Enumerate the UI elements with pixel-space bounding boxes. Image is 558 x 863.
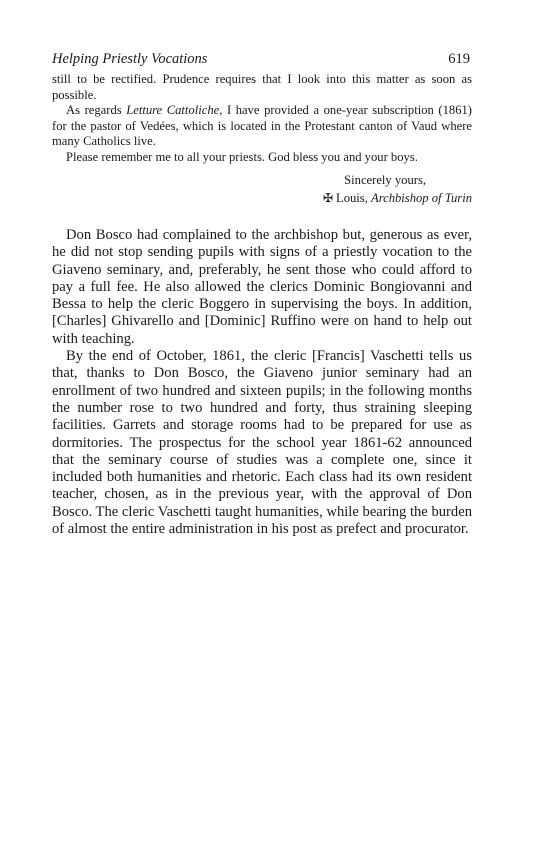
- letter-closing: [52, 171, 472, 207]
- running-header: [52, 50, 472, 68]
- body-paragraph: Don Bosco had complained to the archbishop but, generous as ever, he did not stop sending pupils with signs of a priestly vocation to the Giaveno seminary, and, preferably, he sent those who could afford to pay a full fee. He also allowed the clerics Dominic Bongiovanni and Bessa to help the cleric Boggero in supervising the boys. In addition, [Charles] Ghivarello and [Dominic] Ruffino were on hand to help out with teaching.: [52, 227, 472, 347]
- letter-paragraph: [52, 150, 472, 166]
- signature-name: Louis,: [336, 191, 371, 205]
- letter-paragraph-text: still to be rectified. Prudence requires that I look into this matter as soon as possible.: [52, 72, 472, 102]
- letter-paragraph-text: As regards: [66, 103, 127, 117]
- publication-title: Letture Cattoliche,: [126, 103, 223, 117]
- running-title: Helping Priestly Vocations: [52, 51, 208, 67]
- letter-paragraph: [52, 103, 472, 150]
- book-page: [52, 50, 472, 538]
- letter-paragraph-text: I have provided a one-year subscription (1861) for the pastor of Vedées, which is located in the Protestant canton of Vaud where many Catholics live.: [52, 103, 472, 148]
- page-number: 619: [448, 51, 470, 67]
- letter-excerpt: [52, 72, 472, 165]
- signature-title: Archbishop of Turin: [371, 191, 472, 205]
- letter-paragraph: [52, 72, 472, 103]
- closing-salutation: Sincerely yours,: [344, 173, 426, 187]
- letter-paragraph-text: Please remember me to all your priests. God bless you and your boys.: [66, 149, 418, 164]
- cross-icon: ✠: [322, 191, 334, 205]
- narrative-text: [52, 227, 472, 538]
- body-paragraph: By the end of October, 1861, the cleric [Francis] Vaschetti tells us that, thanks to Don Bosco, the Giaveno junior seminary had an enrollment of two hundred and sixteen pupils; in the following months the number rose to two hundred and forty, thus straining sleeping facilities. Garrets and storage rooms had to be prepared for use as dormitories. The prospectus for the school year 1861-62 announced that the seminary course of studies was a complete one, since it included both humanities and rhetoric. Each class had its own resident teacher, chosen, as in the previous year, with the approval of Don Bosco. The cleric Vaschetti taught humanities, while bearing the burden of almost the entire administration in his post as prefect and procurator.: [52, 348, 472, 538]
- signature-line: [52, 189, 472, 207]
